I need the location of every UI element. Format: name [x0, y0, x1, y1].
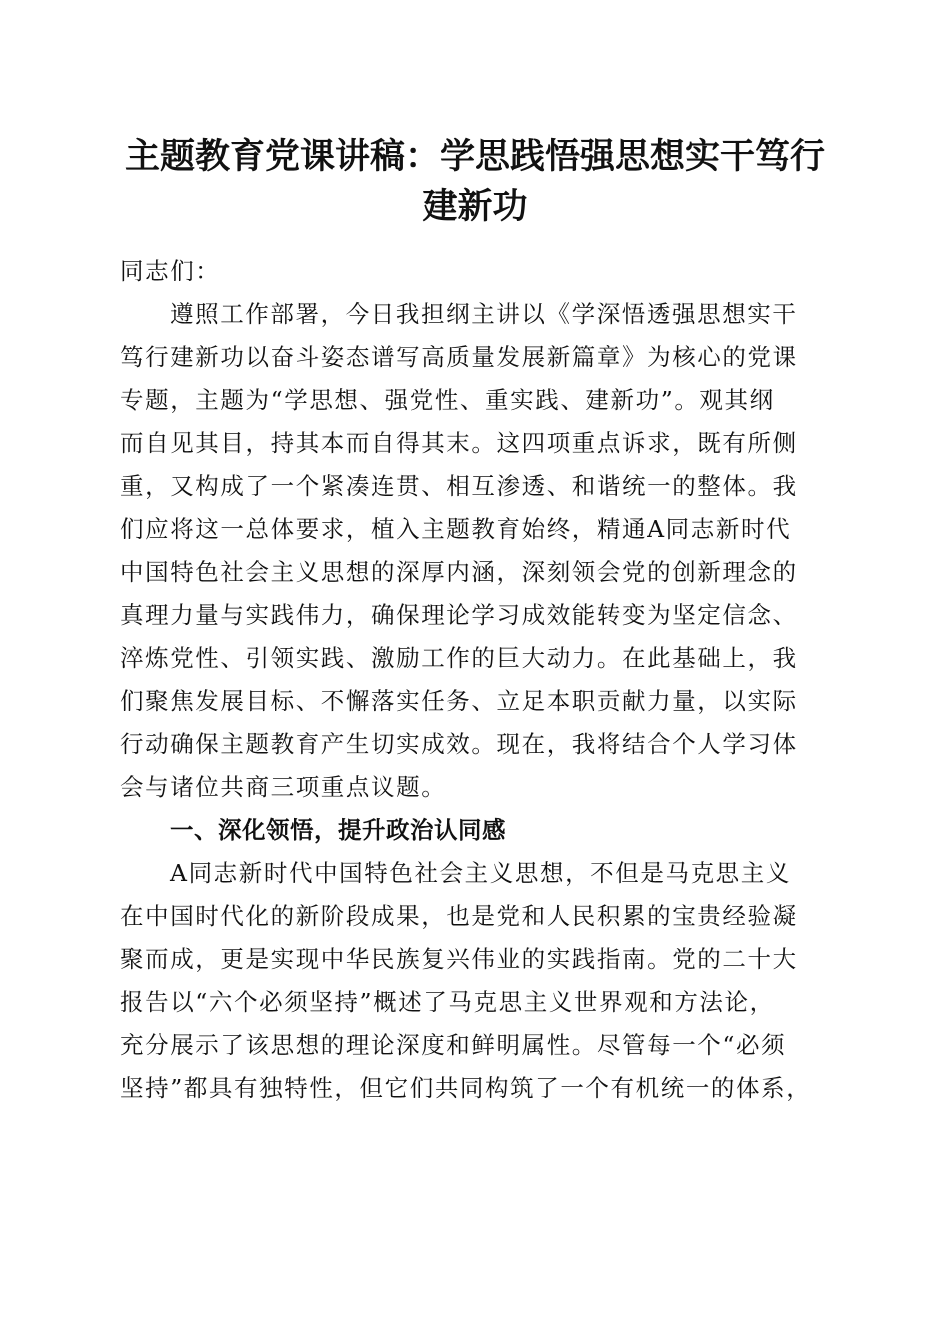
paragraph-line: 重，又构成了一个紧凑连贯、相互渗透、和谐统一的整体。我 [120, 472, 798, 500]
document-body [120, 250, 832, 1110]
paragraph-line: 淬炼党性、引领实践、激励工作的巨大动力。在此基础上，我 [120, 644, 798, 672]
document-title [100, 132, 850, 232]
paragraph-line: 行动确保主题教育产生切实成效。现在，我将结合个人学习体 [120, 730, 798, 758]
paragraph-line: 聚而成，更是实现中华民族复兴伟业的实践指南。党的二十大 [120, 945, 798, 973]
paragraph-line: 会与诸位共商三项重点议题。 [120, 773, 447, 801]
paragraph-line: 充分展示了该思想的理论深度和鲜明属性。尽管每一个“必须 [120, 1031, 787, 1059]
paragraph-line: 真理力量与实践伟力，确保理论学习成效能转变为坚定信念、 [120, 601, 798, 629]
paragraph-line: 专题，主题为“学思想、强党性、重实践、建新功”。观其纲 [120, 386, 775, 414]
paragraph-line: 笃行建新功以奋斗姿态谱写高质量发展新篇章》为核心的党课 [120, 343, 798, 371]
paragraph-intro [120, 293, 832, 809]
paragraph-section1 [120, 852, 832, 1110]
paragraph-line: 而自见其目，持其本而自得其末。这四项重点诉求，既有所侧 [120, 429, 798, 457]
paragraph-line: 坚持”都具有独特性，但它们共同构筑了一个有机统一的体系， [120, 1074, 812, 1102]
salutation: 同志们： [120, 257, 221, 285]
title-line-2: 建新功 [422, 186, 528, 227]
paragraph-line: 们应将这一总体要求，植入主题教育始终，精通A同志新时代 [120, 515, 792, 543]
paragraph-line: 中国特色社会主义思想的深厚内涵，深刻领会党的创新理念的 [120, 558, 798, 586]
paragraph-line: 们聚焦发展目标、不懈落实任务、立足本职贡献力量，以实际 [120, 687, 798, 715]
paragraph-line: A同志新时代中国特色社会主义思想，不但是马克思主义 [170, 859, 791, 887]
paragraph-line: 报告以“六个必须坚持”概述了马克思主义世界观和方法论， [120, 988, 775, 1016]
paragraph-line: 遵照工作部署，今日我担纲主讲以《学深悟透强思想实干 [170, 300, 798, 328]
paragraph-line: 在中国时代化的新阶段成果，也是党和人民积累的宝贵经验凝 [120, 902, 798, 930]
section-heading: 一、深化领悟，提升政治认同感 [170, 816, 506, 844]
title-line-1: 主题教育党课讲稿：学思践悟强思想实干笃行 [124, 136, 825, 177]
